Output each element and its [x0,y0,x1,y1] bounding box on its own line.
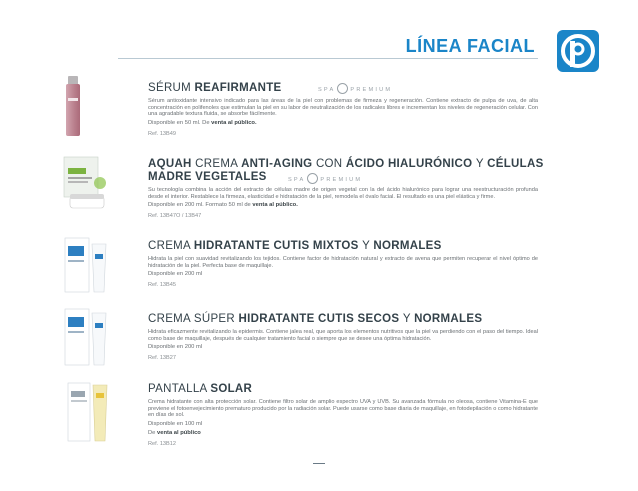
serum-bottle-image [64,76,82,138]
product-ref: Ref. 13B27 [148,355,176,362]
product-title: AQUAH CREMA ANTI-AGING CON ÁCIDO HIALURÓNICO Y CÉLULAS MADRE VEGETALES [148,158,544,183]
aquah-products-image [60,155,110,210]
product-description: Hidrata eficazmente revitalizando la epidermis. Contiene jalea real, que aporta los elementos nutritivos que la piel va perdiendo con el paso del tiempo. Ideal como base de maquillaje, después de cualquier tratamiento facial o siempre que se desee una óptima hidratación. [148,329,538,342]
product-availability: Disponible en 200 ml [148,344,203,351]
spa-premium-badge: SPA PREMIUM [288,174,362,185]
pantalla-solar-image [66,381,112,443]
page-title: LÍNEA FACIAL [405,36,535,56]
spa-emblem-icon [337,83,348,94]
product-ref: Ref. 13B12 [148,440,176,447]
crema-mixtos-image [62,236,110,294]
pc-logo-icon [557,30,599,72]
product-title: CREMA HIDRATANTE CUTIS MIXTOS Y NORMALES [148,240,442,252]
product-description: Hidrata la piel con suavidad revitalizando los tejidos. Contiene factor de hidratación natural y extracto de avena que permiten recuperar el nivel óptimo de hidratación de la piel. Perfecta base de maquillaje. [148,256,538,269]
product-ref: Ref. 13B49 [148,130,176,137]
product-title: SÉRUM REAFIRMANTE [148,82,282,94]
product-availability: Disponible en 50 ml. De venta al público. [148,119,257,126]
product-ref: Ref. 13B45 [148,282,176,289]
product-description: Sérum antioxidante intensivo indicado para las áreas de la piel con problemas de firmeza y regeneración. Contiene extracto de pulpa de uva, de alta concentración en polifenoles que estimulan la piel en su labor de neutralización de los radicales libres e incrementan los niveles de regeneración celular. Con una agradable textura fluida, se absorbe fácilmente. [148,98,538,118]
spa-emblem-icon [307,173,318,184]
page-number-mark [313,463,325,464]
product-ref: Ref. 13B47O / 13B47 [148,213,202,220]
product-title: PANTALLA SOLAR [148,383,253,395]
spa-premium-badge: SPA PREMIUM [318,84,392,95]
product-availability: Disponible en 100 ml [148,420,203,427]
crema-secos-image [62,307,110,367]
product-title: CREMA SÚPER HIDRATANTE CUTIS SECOS Y NORMALES [148,313,483,325]
title-divider [118,58,538,59]
product-availability: Disponible en 200 ml. Formato 50 ml de venta al público. [148,202,298,209]
product-availability: Disponible en 200 ml [148,271,203,278]
product-description: Su tecnología combina la acción del extracto de células madre de origen vegetal con la del ácido hialurónico para lograr una reestructuración profunda desde el interior. Restablece la firmeza, elasticidad e hidratación de la piel, remodela el óvalo facial. El resultado es una piel elástica y firme. [148,187,538,200]
product-sale-note: De venta al público [148,429,201,436]
product-description: Crema hidratante con alta protección solar. Contiene filtro solar de amplio espectro UVA y UVB. Su avanzada fórmula no oleosa, contiene Vitamina-E que previene el fotoenvejecimiento prematuro producido por la radiación solar. Puede usarse como base diaria de maquillaje, en fotodepilación o como hidratante en días de sol. [148,399,538,419]
